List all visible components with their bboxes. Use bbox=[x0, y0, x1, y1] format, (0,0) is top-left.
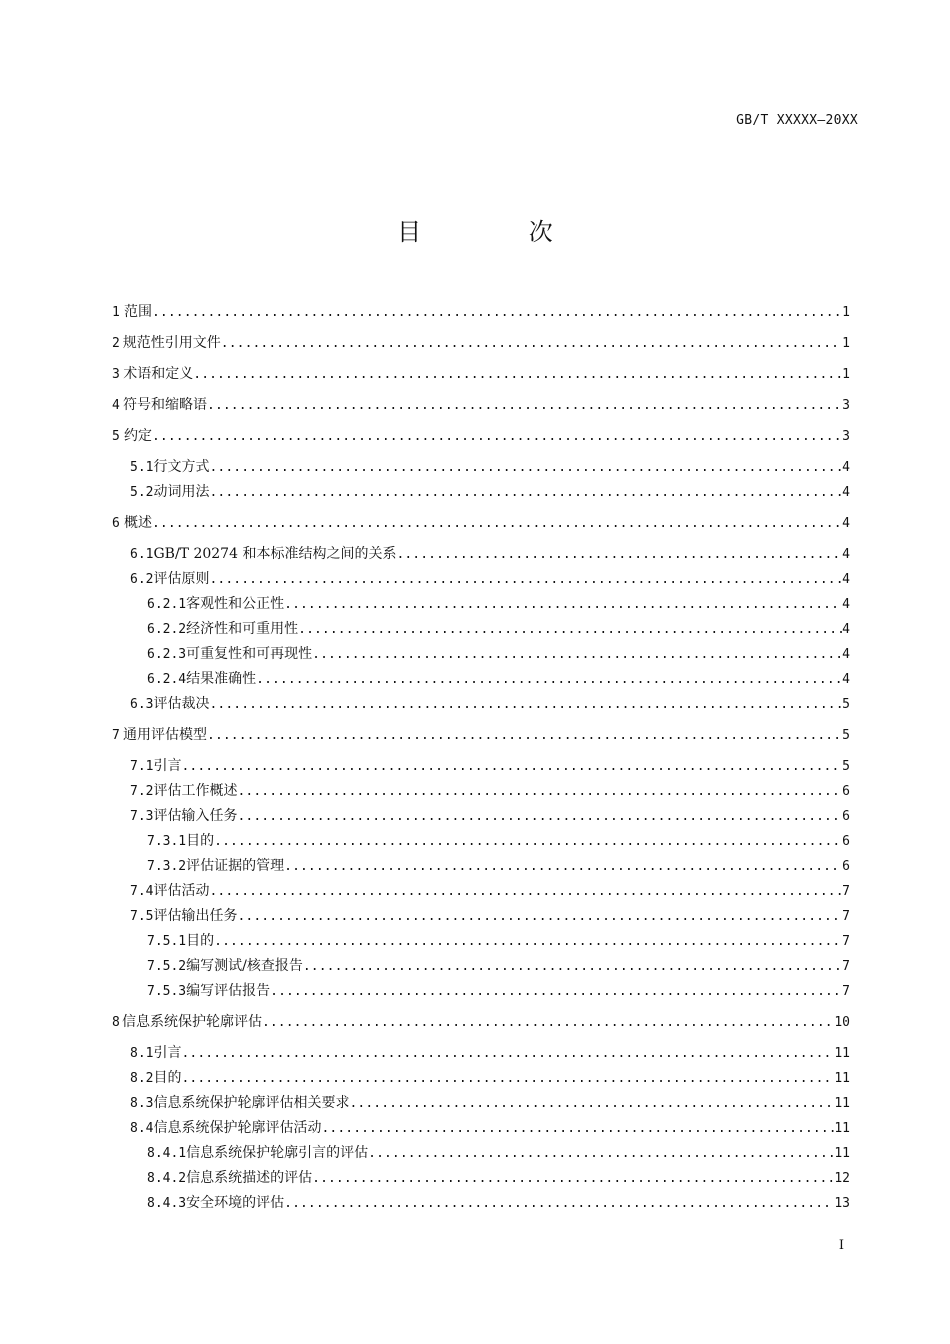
toc-entry-number: 8.4.3 bbox=[147, 1196, 187, 1211]
toc-entry-number: 6.3 bbox=[130, 697, 154, 712]
toc-entry[interactable] bbox=[130, 1041, 850, 1065]
toc-entry[interactable] bbox=[130, 904, 850, 928]
toc-entry-page: 5 bbox=[842, 759, 850, 774]
toc-entry-title: 目的 bbox=[186, 833, 215, 849]
toc-entry-title: 安全环境的评估 bbox=[186, 1195, 285, 1211]
toc-dot-leader bbox=[209, 693, 842, 717]
toc-entry-page: 7 bbox=[842, 934, 850, 949]
toc-entry-page: 11 bbox=[834, 1071, 850, 1086]
toc-entry-title: 结果准确性 bbox=[186, 671, 257, 687]
toc-entry-page: 11 bbox=[834, 1096, 850, 1111]
toc-entry-page: 4 bbox=[842, 460, 850, 475]
toc-entry-title: 评估输入任务 bbox=[153, 808, 238, 824]
toc-entry-title: 可重复性和可再现性 bbox=[186, 646, 313, 662]
toc-entry[interactable] bbox=[147, 1166, 850, 1190]
toc-entry-number: 7.3 bbox=[130, 809, 154, 824]
toc-entry-title: 信息系统描述的评估 bbox=[186, 1170, 313, 1186]
toc-entry[interactable] bbox=[130, 567, 850, 591]
toc-entry-page: 7 bbox=[842, 909, 850, 924]
toc-entry-title: 术语和定义 bbox=[123, 366, 194, 382]
toc-entry-number: 8.2 bbox=[130, 1071, 154, 1086]
toc-dot-leader bbox=[396, 543, 842, 567]
toc-dot-leader bbox=[152, 301, 842, 325]
toc-entry[interactable] bbox=[130, 455, 850, 479]
toc-entry-page: 4 bbox=[842, 572, 850, 587]
toc-entry[interactable] bbox=[112, 1010, 850, 1034]
toc-dot-leader bbox=[181, 1067, 834, 1091]
toc-entry[interactable] bbox=[130, 879, 850, 903]
toc-entry-page: 6 bbox=[842, 834, 850, 849]
toc-entry-number: 8.4.1 bbox=[147, 1146, 187, 1161]
toc-title: 目 次 bbox=[397, 218, 603, 246]
toc-dot-leader bbox=[209, 568, 842, 592]
document-code: GB/T XXXXX—20XX bbox=[736, 113, 858, 128]
toc-entry-page: 10 bbox=[834, 1015, 850, 1030]
toc-entry[interactable] bbox=[147, 954, 850, 978]
toc-entry-title: 范围 bbox=[124, 304, 152, 320]
toc-entry-page: 6 bbox=[842, 784, 850, 799]
toc-entry-page: 4 bbox=[842, 516, 850, 531]
toc-entry-number: 6.2 bbox=[130, 572, 154, 587]
toc-entry-title: 引言 bbox=[153, 1045, 182, 1061]
toc-dot-leader bbox=[284, 1192, 834, 1216]
toc-entry[interactable] bbox=[147, 642, 850, 666]
toc-entry-title: 动词用法 bbox=[153, 484, 210, 500]
toc-entry-page: 6 bbox=[842, 809, 850, 824]
toc-entry-title: 概述 bbox=[124, 515, 152, 531]
toc-entry-title: 评估裁决 bbox=[153, 696, 210, 712]
toc-entry-number: 7.5.2 bbox=[147, 959, 187, 974]
toc-entry-page: 4 bbox=[842, 672, 850, 687]
toc-entry-number: 7.5.1 bbox=[147, 934, 187, 949]
toc-entry[interactable] bbox=[130, 692, 850, 716]
toc-entry-page: 7 bbox=[842, 884, 850, 899]
toc-dot-leader bbox=[209, 481, 842, 505]
toc-entry-number: 6.1 bbox=[130, 547, 154, 562]
toc-entry-number: 1 bbox=[112, 305, 120, 320]
toc-entry-page: 4 bbox=[842, 485, 850, 500]
toc-entry-title: 信息系统保护轮廓评估活动 bbox=[153, 1120, 322, 1136]
toc-dot-leader bbox=[152, 425, 842, 449]
toc-entry-title: 客观性和公正性 bbox=[186, 596, 285, 612]
toc-entry-title: 行文方式 bbox=[153, 459, 210, 475]
toc-entry-title: 目的 bbox=[153, 1070, 182, 1086]
toc-entry[interactable] bbox=[130, 1066, 850, 1090]
toc-entry-page: 4 bbox=[842, 647, 850, 662]
toc-entry-title: 编写评估报告 bbox=[186, 983, 271, 999]
toc-dot-leader bbox=[214, 830, 842, 854]
toc-entry[interactable] bbox=[147, 592, 850, 616]
toc-dot-leader bbox=[284, 593, 842, 617]
toc-entry-title: 约定 bbox=[124, 428, 152, 444]
toc-entry-number: 5 bbox=[112, 429, 120, 444]
toc-dot-leader bbox=[237, 780, 842, 804]
toc-entry[interactable] bbox=[147, 617, 850, 641]
toc-entry-title: 符号和缩略语 bbox=[123, 397, 208, 413]
toc-entry-number: 3 bbox=[112, 367, 120, 382]
toc-entry-number: 7.5.3 bbox=[147, 984, 187, 999]
toc-entry-page: 11 bbox=[834, 1146, 850, 1161]
toc-dot-leader bbox=[193, 363, 842, 387]
toc-entry-title: 评估输出任务 bbox=[153, 908, 238, 924]
toc-entry-page: 11 bbox=[834, 1121, 850, 1136]
toc-entry-page: 7 bbox=[842, 959, 850, 974]
toc-entry[interactable] bbox=[112, 723, 850, 747]
toc-entry-page: 7 bbox=[842, 984, 850, 999]
toc-entry-number: 8.1 bbox=[130, 1046, 154, 1061]
toc-entry[interactable] bbox=[147, 1191, 850, 1215]
toc-entry-title: 引言 bbox=[153, 758, 182, 774]
toc-entry[interactable] bbox=[147, 667, 850, 691]
toc-dot-leader bbox=[368, 1142, 834, 1166]
toc-entry[interactable] bbox=[147, 1141, 850, 1165]
toc-entry-page: 4 bbox=[842, 547, 850, 562]
toc-entry-page: 13 bbox=[834, 1196, 850, 1211]
toc-entry-page: 5 bbox=[842, 697, 850, 712]
toc-dot-leader bbox=[214, 930, 842, 954]
toc-entry-number: 4 bbox=[112, 398, 120, 413]
toc-entry[interactable] bbox=[112, 393, 850, 417]
toc-dot-leader bbox=[312, 1167, 834, 1191]
toc-entry-page: 11 bbox=[834, 1046, 850, 1061]
toc-entry-title: 经济性和可重用性 bbox=[186, 621, 299, 637]
toc-dot-leader bbox=[221, 332, 842, 356]
toc-entry-number: 6 bbox=[112, 516, 120, 531]
toc-entry-number: 6.2.2 bbox=[147, 622, 187, 637]
toc-dot-leader bbox=[237, 905, 842, 929]
toc-entry-page: 4 bbox=[842, 597, 850, 612]
toc-entry-number: 5.2 bbox=[130, 485, 154, 500]
toc-entry-title: 目的 bbox=[186, 933, 215, 949]
toc-entry[interactable] bbox=[112, 424, 850, 448]
toc-entry[interactable] bbox=[112, 511, 850, 535]
toc-entry-page: 1 bbox=[842, 367, 850, 382]
toc-entry-number: 8.4 bbox=[130, 1121, 154, 1136]
toc-entry-number: 6.2.1 bbox=[147, 597, 187, 612]
toc-entry-page: 5 bbox=[842, 728, 850, 743]
toc-dot-leader bbox=[298, 618, 842, 642]
toc-entry-number: 7.3.1 bbox=[147, 834, 187, 849]
toc-entry-number: 7.3.2 bbox=[147, 859, 187, 874]
toc-dot-leader bbox=[181, 755, 842, 779]
toc-entry[interactable] bbox=[147, 854, 850, 878]
toc-entry[interactable] bbox=[130, 779, 850, 803]
toc-entry-title: GB/T 20274 和本标准结构之间的关系 bbox=[153, 546, 397, 562]
toc-entry-number: 7 bbox=[112, 728, 120, 743]
toc-dot-leader bbox=[303, 955, 842, 979]
toc-entry-title: 评估证据的管理 bbox=[186, 858, 285, 874]
toc-entry-number: 7.5 bbox=[130, 909, 154, 924]
toc-dot-leader bbox=[209, 456, 842, 480]
toc-entry[interactable] bbox=[130, 542, 850, 566]
toc-entry-title: 评估工作概述 bbox=[153, 783, 238, 799]
toc-entry-page: 4 bbox=[842, 622, 850, 637]
toc-dot-leader bbox=[321, 1117, 834, 1141]
toc-entry-title: 信息系统保护轮廓引言的评估 bbox=[186, 1145, 369, 1161]
toc-entry-number: 2 bbox=[112, 336, 120, 351]
toc-entry[interactable] bbox=[112, 362, 850, 386]
toc-dot-leader bbox=[209, 880, 842, 904]
toc-entry-page: 1 bbox=[842, 336, 850, 351]
toc-entry[interactable] bbox=[112, 331, 850, 355]
toc-dot-leader bbox=[262, 1011, 834, 1035]
toc-entry-number: 5.1 bbox=[130, 460, 154, 475]
toc-dot-leader bbox=[152, 512, 842, 536]
toc-entry[interactable] bbox=[112, 300, 850, 324]
toc-dot-leader bbox=[207, 394, 842, 418]
toc-entry[interactable] bbox=[147, 929, 850, 953]
toc-entry-title: 编写测试/核查报告 bbox=[186, 958, 303, 974]
toc-entry[interactable] bbox=[130, 804, 850, 828]
toc-dot-leader bbox=[181, 1042, 834, 1066]
toc-entry-page: 12 bbox=[834, 1171, 850, 1186]
toc-entry-page: 6 bbox=[842, 859, 850, 874]
toc-entry-number: 7.4 bbox=[130, 884, 154, 899]
toc-entry-title: 信息系统保护轮廓评估相关要求 bbox=[153, 1095, 350, 1111]
toc-dot-leader bbox=[284, 855, 842, 879]
toc-entry-number: 7.2 bbox=[130, 784, 154, 799]
toc-entry-title: 评估活动 bbox=[153, 883, 210, 899]
toc-entry-number: 7.1 bbox=[130, 759, 154, 774]
toc-entry-title: 评估原则 bbox=[153, 571, 210, 587]
toc-dot-leader bbox=[270, 980, 842, 1004]
toc-entry-title: 通用评估模型 bbox=[123, 727, 208, 743]
toc-entry[interactable] bbox=[130, 480, 850, 504]
toc-dot-leader bbox=[256, 668, 842, 692]
page-number: I bbox=[838, 1238, 844, 1253]
toc-entry[interactable] bbox=[130, 1091, 850, 1115]
toc-dot-leader bbox=[237, 805, 842, 829]
toc-entry-page: 3 bbox=[842, 429, 850, 444]
toc-entry-number: 6.2.3 bbox=[147, 647, 187, 662]
toc-entry[interactable] bbox=[130, 754, 850, 778]
toc-entry-number: 8.3 bbox=[130, 1096, 154, 1111]
toc-entry[interactable] bbox=[130, 1116, 850, 1140]
toc-entry-title: 信息系统保护轮廓评估 bbox=[121, 1014, 262, 1030]
toc-entry-page: 1 bbox=[842, 305, 850, 320]
toc-dot-leader bbox=[207, 724, 842, 748]
toc-dot-leader bbox=[312, 643, 842, 667]
toc-entry[interactable] bbox=[147, 829, 850, 853]
toc-entry-number: 8.4.2 bbox=[147, 1171, 187, 1186]
toc-dot-leader bbox=[349, 1092, 834, 1116]
toc-entry-title: 规范性引用文件 bbox=[122, 335, 221, 351]
toc-entry-number: 6.2.4 bbox=[147, 672, 187, 687]
toc-entry-number: 8 bbox=[112, 1015, 120, 1030]
toc-entry[interactable] bbox=[147, 979, 850, 1003]
toc-entry-page: 3 bbox=[842, 398, 850, 413]
